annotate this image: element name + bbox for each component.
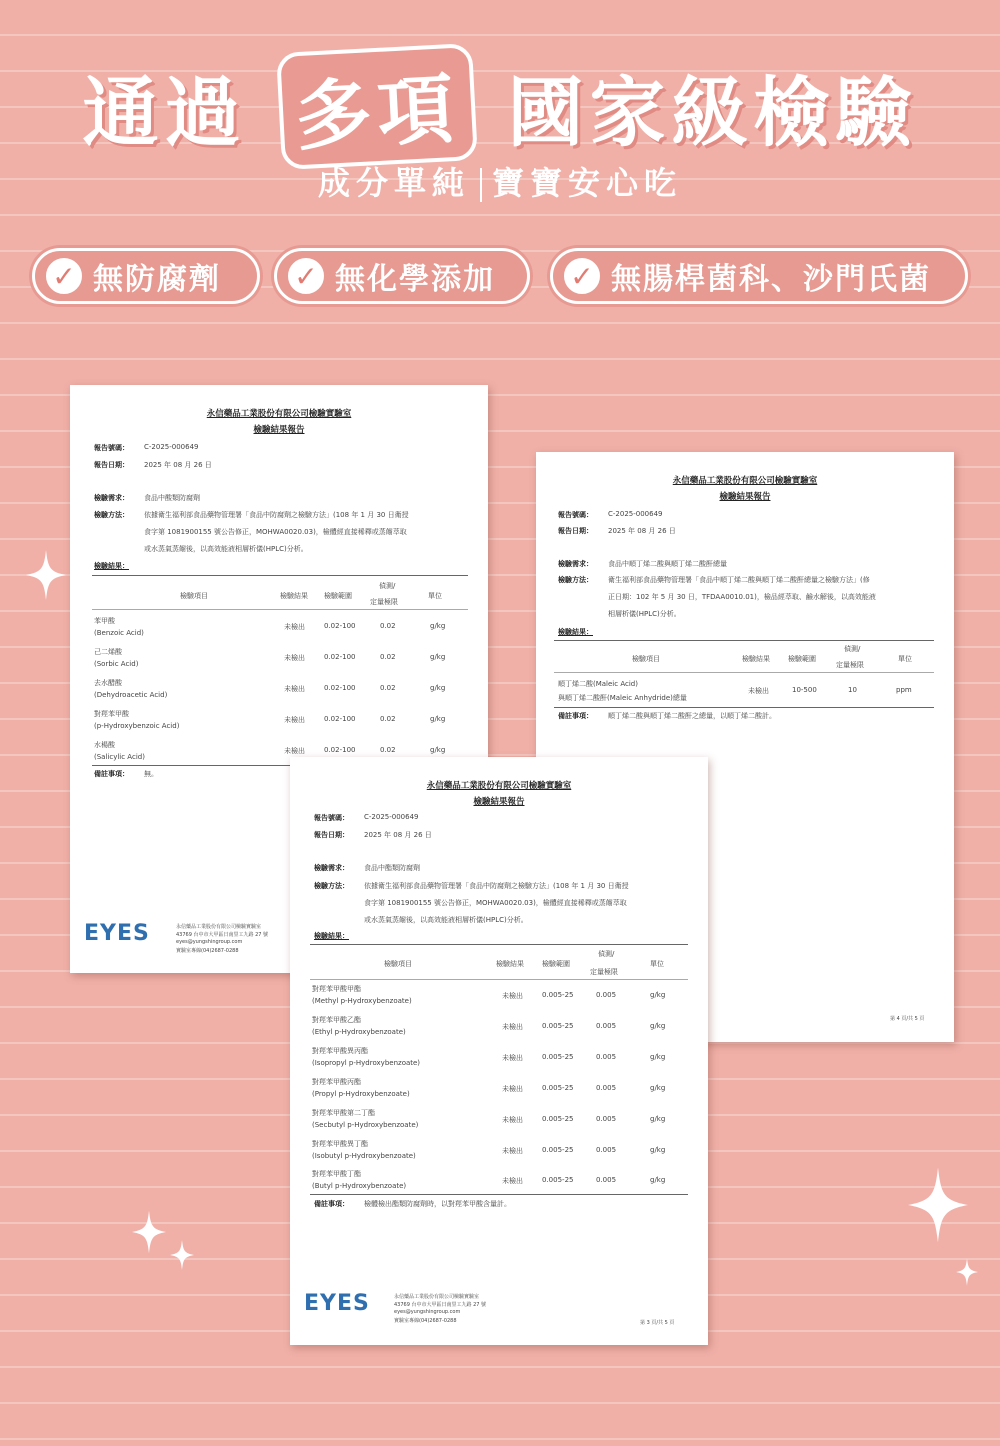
row-en: (Salicylic Acid)	[94, 753, 145, 761]
row-en: (Sorbic Acid)	[94, 660, 139, 668]
row-range: 0.005-25	[542, 991, 574, 999]
row-limit: 0.005	[596, 1022, 617, 1030]
row-en: (Ethyl p-Hydroxybenzoate)	[312, 1028, 406, 1036]
row-zh: 對羥苯甲酸丁酯	[312, 1170, 361, 1178]
col-unit: 單位	[650, 960, 664, 968]
report-title: 檢驗結果報告	[719, 492, 771, 502]
table-rule	[554, 640, 934, 641]
report-date: 2025 年 08 月 26 日	[144, 461, 212, 469]
remarks-value: 無。	[144, 770, 158, 778]
eyes-logo	[304, 1291, 370, 1316]
request-label: 檢驗需求：	[558, 560, 593, 568]
page-number: 第 4 頁/共 5 頁	[890, 1016, 925, 1022]
row-unit: g/kg	[650, 1053, 666, 1061]
report-no-label: 報告號碼：	[94, 444, 129, 452]
col-range: 檢驗範圍	[542, 960, 570, 968]
report-no: C-2025-000649	[364, 813, 419, 821]
report-date: 2025 年 08 月 26 日	[608, 527, 676, 535]
row-unit: g/kg	[430, 653, 446, 661]
logo-address: eyes@yungshingroup.com	[176, 939, 243, 945]
row-zh: 水楊酸	[94, 741, 115, 749]
row-range: 0.005-25	[542, 1176, 574, 1184]
row-zh: 對羥苯甲酸異丙酯	[312, 1047, 368, 1055]
logo-text: EYES	[304, 1291, 370, 1316]
row-en: (Butyl p-Hydroxybenzoate)	[312, 1182, 407, 1190]
badge-no-preservatives	[32, 248, 260, 304]
row-range: 0.005-25	[542, 1084, 574, 1092]
row-limit: 0.005	[596, 1146, 617, 1154]
method-line: 依據衛生福利部食品藥物管理署「食品中防腐劑之檢驗方法」(108 年 1 月 30 日衛授	[364, 882, 629, 890]
hero-subtitle	[0, 158, 1000, 204]
row-limit: 0.02	[380, 684, 396, 692]
results-label: 檢驗結果：	[94, 562, 129, 570]
lab-name: 永信藥品工業股份有限公司檢驗實驗室	[206, 409, 352, 419]
row-result: 未檢出	[502, 1147, 523, 1155]
col-item: 檢驗項目	[632, 655, 660, 663]
row-zh: 對羥苯甲酸第二丁酯	[312, 1109, 375, 1117]
row-unit: g/kg	[430, 715, 446, 723]
row-en: (Methyl p-Hydroxybenzoate)	[312, 997, 412, 1005]
row-range: 0.02-100	[324, 653, 356, 661]
row-limit: 0.005	[596, 1115, 617, 1123]
report-no: C-2025-000649	[608, 510, 663, 518]
logo-address: 實驗室專線(04)2687-0288	[176, 948, 239, 954]
report-date: 2025 年 08 月 26 日	[364, 831, 432, 839]
logo-address: 43769 台中市大甲區日南里工九路 27 號	[394, 1302, 487, 1308]
check-icon: ✓	[285, 255, 327, 297]
request-value: 食品中順丁烯二酸與順丁烯二酸酐總量	[608, 560, 727, 568]
report-no: C-2025-000649	[144, 443, 199, 451]
remarks-value: 檢體檢出酯類防腐劑時，以對羥苯甲酸含量計。	[364, 1200, 511, 1208]
col-unit: 單位	[898, 655, 912, 663]
row-result: 未檢出	[502, 1054, 523, 1062]
row-en: (Secbutyl p-Hydroxybenzoate)	[312, 1121, 419, 1129]
table-rule	[92, 609, 468, 610]
sparkle-icon	[132, 1210, 166, 1254]
row-zh: 對羥苯甲酸乙酯	[312, 1016, 361, 1024]
report-date-label: 報告日期：	[94, 461, 129, 469]
logo-address: 43769 台中市大甲區日南里工九路 27 號	[176, 932, 269, 938]
col-limit: 偵測/	[598, 950, 615, 958]
row-result: 未檢出	[502, 992, 523, 1000]
col-result: 檢驗結果	[742, 655, 770, 663]
row-en: (Benzoic Acid)	[94, 629, 144, 637]
row-en: (Propyl p-Hydroxybenzoate)	[312, 1090, 410, 1098]
row-zh: 對羥苯甲酸異丁酯	[312, 1140, 368, 1148]
table-rule	[92, 575, 468, 576]
row-unit: g/kg	[430, 684, 446, 692]
row-unit: g/kg	[650, 1084, 666, 1092]
row-range: 0.02-100	[324, 715, 356, 723]
logo-address: 永信藥品工業股份有限公司檢驗實驗室	[394, 1294, 480, 1300]
report-no-label: 報告號碼：	[558, 511, 593, 519]
row-zh: 苯甲酸	[94, 617, 115, 625]
table-rule	[554, 672, 934, 673]
row-zh: 順丁烯二酸(Maleic Acid)	[558, 680, 638, 688]
lab-name: 永信藥品工業股份有限公司檢驗實驗室	[426, 781, 572, 791]
row-limit: 0.02	[380, 715, 396, 723]
row-result: 未檢出	[284, 685, 305, 693]
row-unit: g/kg	[650, 1146, 666, 1154]
sparkle-icon	[26, 550, 66, 600]
row-unit: g/kg	[430, 746, 446, 754]
col-limit: 定量極限	[836, 661, 864, 669]
row-result: 未檢出	[284, 747, 305, 755]
row-zh: 去水醋酸	[94, 679, 122, 687]
row-limit: 0.005	[596, 1053, 617, 1061]
report-doc-ester-preservatives	[290, 757, 708, 1345]
row-result: 未檢出	[502, 1177, 523, 1185]
table-rule	[310, 944, 688, 945]
logo-address: eyes@yungshingroup.com	[394, 1309, 461, 1315]
col-limit: 定量極限	[370, 598, 398, 606]
row-result: 未檢出	[502, 1023, 523, 1031]
col-range: 檢驗範圍	[788, 655, 816, 663]
row-range: 10-500	[792, 686, 817, 694]
row-range: 0.005-25	[542, 1053, 574, 1061]
col-unit: 單位	[428, 592, 442, 600]
method-line: 正日期：102 年 5 月 30 日，TFDAA0010.01)，檢品經萃取、鹼水解後，以高效能液	[608, 593, 876, 601]
hero-title-suffix: 國家級檢驗	[507, 68, 918, 157]
badge-no-chemicals	[274, 248, 530, 304]
sparkle-icon	[908, 1165, 968, 1245]
check-icon: ✓	[561, 255, 603, 297]
col-item: 檢驗項目	[180, 592, 208, 600]
row-zh: 對羥苯甲酸甲酯	[312, 985, 361, 993]
method-line: 食字第 1081900155 號公告修正，MOHWA0020.03)，檢體經直接稀釋或蒸餾萃取	[144, 528, 407, 536]
method-line: 或水蒸氣蒸餾後，以高效能液相層析儀(HPLC)分析。	[144, 545, 308, 553]
row-result: 未檢出	[502, 1085, 523, 1093]
col-range: 檢驗範圍	[324, 592, 352, 600]
row-range: 0.02-100	[324, 746, 356, 754]
remarks-label: 備註事項：	[314, 1200, 349, 1208]
method-line: 衛生福利部食品藥物管理署「食品中順丁烯二酸與順丁烯二酸酐總量之檢驗方法」(修	[608, 576, 870, 584]
row-zh: 己二烯酸	[94, 648, 122, 656]
badge-label: 無化學添加	[335, 262, 495, 297]
results-label: 檢驗結果：	[314, 932, 349, 940]
method-line: 食字第 1081900155 號公告修正，MOHWA0020.03)，檢體經直接稀釋或蒸餾萃取	[364, 899, 627, 907]
remarks-label: 備註事項：	[94, 770, 129, 778]
col-limit: 定量極限	[590, 968, 618, 976]
method-label: 檢驗方法：	[314, 882, 349, 890]
remarks-label: 備註事項：	[558, 712, 593, 720]
logo-address: 實驗室專線(04)2687-0288	[394, 1318, 457, 1324]
row-result: 未檢出	[284, 654, 305, 662]
table-rule	[310, 979, 688, 980]
hero-title-prefix: 通過	[82, 68, 247, 157]
request-value: 食品中酸類防腐劑	[144, 494, 200, 502]
method-label: 檢驗方法：	[94, 511, 129, 519]
row-limit: 0.005	[596, 1176, 617, 1184]
row-range: 0.02-100	[324, 622, 356, 630]
method-line: 依據衛生福利部食品藥物管理署「食品中防腐劑之檢驗方法」(108 年 1 月 30 日衛授	[144, 511, 409, 519]
subtitle-left: 成分單純	[317, 164, 470, 202]
row-range: 0.005-25	[542, 1115, 574, 1123]
badge-label: 無腸桿菌科、沙門氏菌	[611, 262, 931, 297]
row-unit: g/kg	[650, 1022, 666, 1030]
check-icon: ✓	[43, 255, 85, 297]
col-limit: 偵測/	[844, 645, 861, 653]
subtitle-right: 寶寶安心吃	[492, 164, 683, 202]
method-line: 相層析儀(HPLC)分析。	[608, 610, 681, 618]
row-limit: 0.02	[380, 653, 396, 661]
table-rule	[554, 707, 934, 708]
row-en: 與順丁烯二酸酐(Maleic Anhydride)總量	[558, 694, 687, 702]
report-title: 檢驗結果報告	[473, 797, 525, 807]
subtitle-divider	[480, 168, 482, 202]
table-rule	[310, 1194, 688, 1195]
badge-label: 無防腐劑	[93, 262, 221, 297]
request-label: 檢驗需求：	[314, 864, 349, 872]
method-line: 或水蒸氣蒸餾後，以高效能液相層析儀(HPLC)分析。	[364, 916, 528, 924]
row-result: 未檢出	[284, 716, 305, 724]
report-title: 檢驗結果報告	[253, 425, 305, 435]
row-limit: 10	[848, 686, 857, 694]
sparkle-icon	[956, 1258, 978, 1286]
col-limit: 偵測/	[379, 582, 396, 590]
lab-name: 永信藥品工業股份有限公司檢驗實驗室	[672, 476, 818, 486]
row-range: 0.005-25	[542, 1022, 574, 1030]
row-unit: g/kg	[650, 991, 666, 999]
row-en: (Dehydroacetic Acid)	[94, 691, 168, 699]
badge-no-bacteria	[550, 248, 968, 304]
row-limit: 0.005	[596, 991, 617, 999]
hero-title	[0, 48, 1000, 165]
row-range: 0.02-100	[324, 684, 356, 692]
sparkle-icon	[170, 1240, 194, 1270]
logo-address: 永信藥品工業股份有限公司檢驗實驗室	[176, 924, 262, 930]
row-limit: 0.02	[380, 622, 396, 630]
row-zh: 對羥苯甲酸丙酯	[312, 1078, 361, 1086]
row-unit: g/kg	[650, 1115, 666, 1123]
row-en: (p-Hydroxybenzoic Acid)	[94, 722, 180, 730]
report-date-label: 報告日期：	[558, 527, 593, 535]
report-date-label: 報告日期：	[314, 831, 349, 839]
report-no-label: 報告號碼：	[314, 814, 349, 822]
row-unit: ppm	[896, 686, 912, 694]
col-result: 檢驗結果	[496, 960, 524, 968]
row-result: 未檢出	[748, 687, 769, 695]
logo-text: EYES	[84, 921, 150, 946]
row-limit: 0.005	[596, 1084, 617, 1092]
eyes-logo	[84, 921, 150, 946]
row-zh: 對羥苯甲酸	[94, 710, 129, 718]
row-limit: 0.02	[380, 746, 396, 754]
row-range: 0.005-25	[542, 1146, 574, 1154]
results-label: 檢驗結果：	[558, 628, 593, 636]
row-result: 未檢出	[284, 623, 305, 631]
row-result: 未檢出	[502, 1116, 523, 1124]
col-result: 檢驗結果	[280, 592, 308, 600]
request-label: 檢驗需求：	[94, 494, 129, 502]
page-number: 第 3 頁/共 5 頁	[640, 1320, 675, 1326]
hero-title-highlight: 多項	[276, 43, 478, 170]
row-unit: g/kg	[650, 1176, 666, 1184]
request-value: 食品中酯類防腐劑	[364, 864, 420, 872]
row-en: (Isopropyl p-Hydroxybenzoate)	[312, 1059, 421, 1067]
remarks-value: 順丁烯二酸與順丁烯二酸酐之總量，以順丁烯二酸計。	[608, 712, 776, 720]
method-label: 檢驗方法：	[558, 576, 593, 584]
row-en: (Isobutyl p-Hydroxybenzoate)	[312, 1152, 416, 1160]
col-item: 檢驗項目	[384, 960, 412, 968]
row-unit: g/kg	[430, 622, 446, 630]
